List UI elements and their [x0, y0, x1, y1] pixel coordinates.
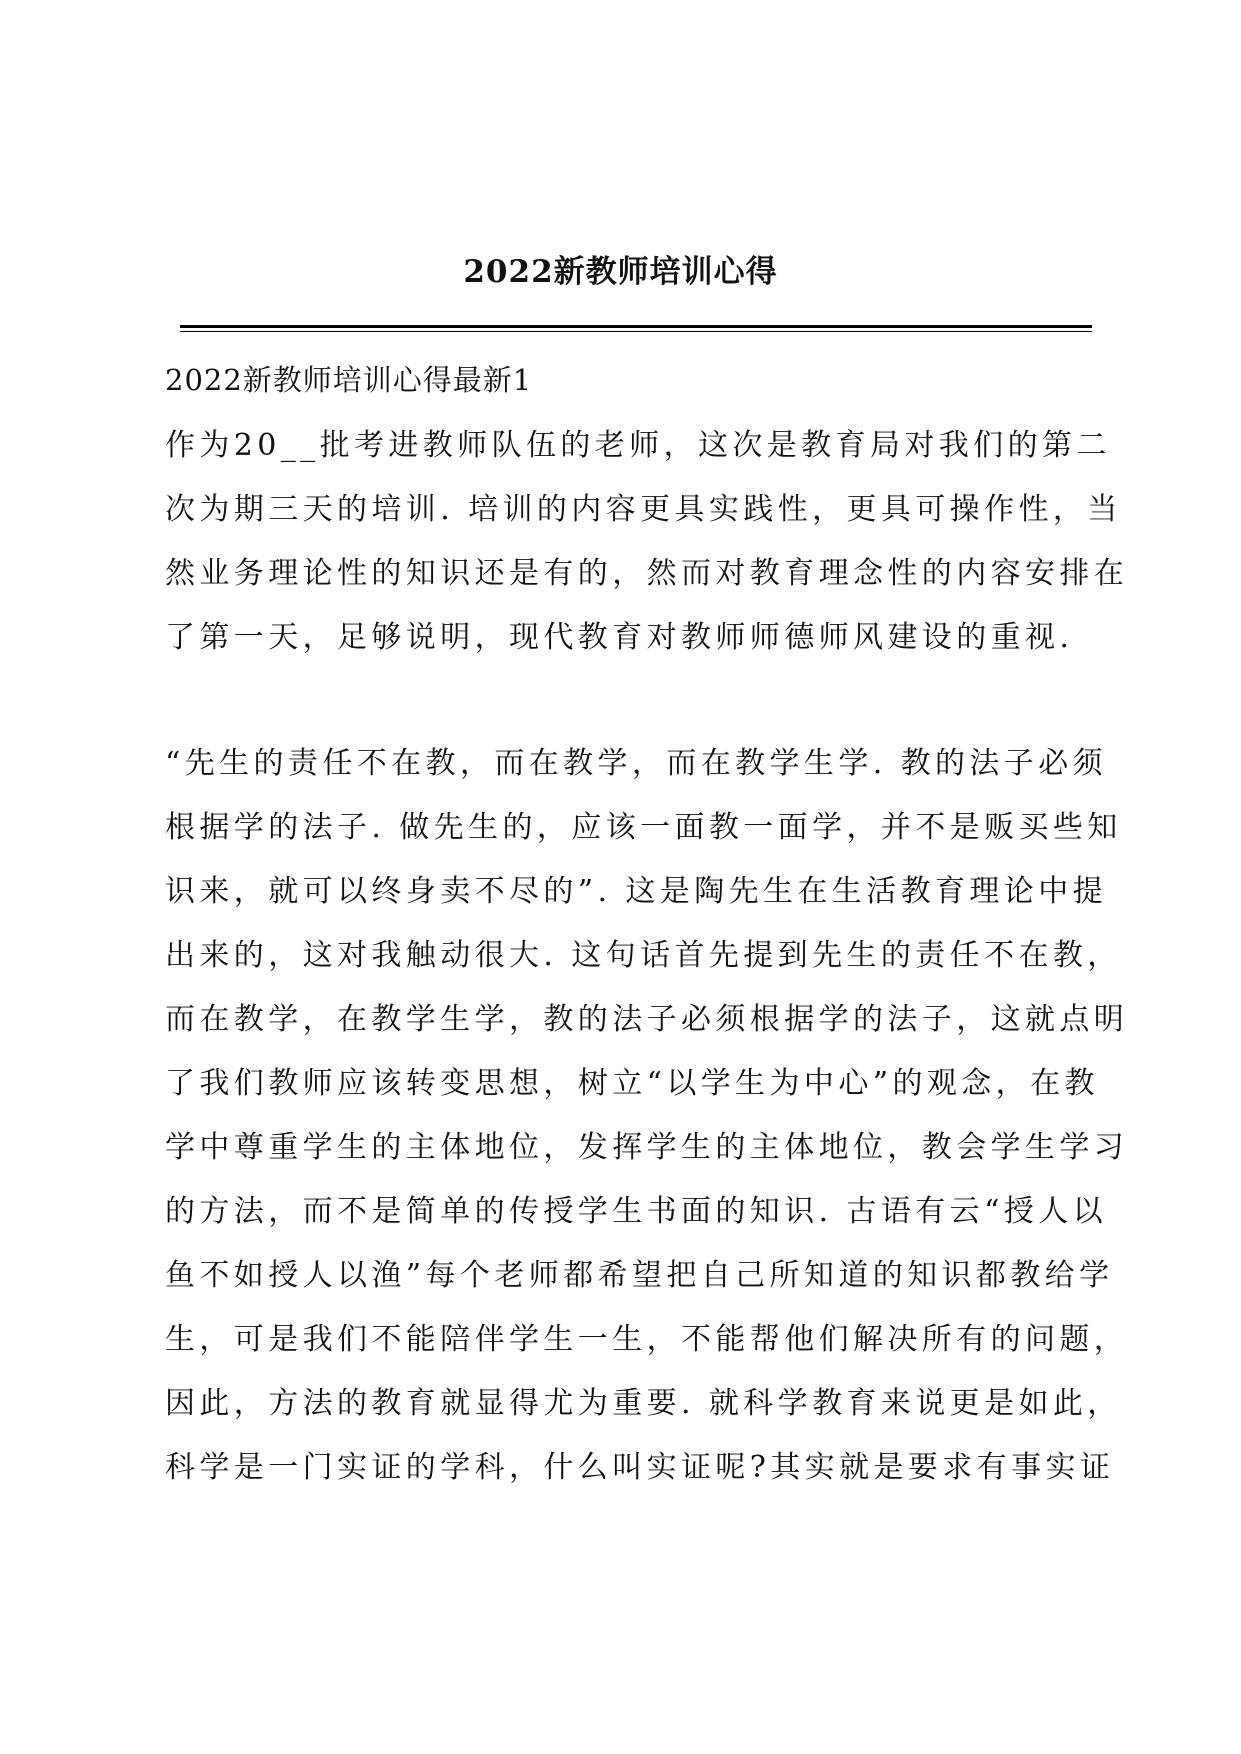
- paragraph-line: 科学是一门实证的学科，什么叫实证呢?其实就是要求有事实证: [165, 1450, 1115, 1485]
- paragraph-line: “先生的责任不在教，而在教学，而在教学生学. 教的法子必须: [165, 746, 1108, 781]
- section-heading: 2022新教师培训心得最新1: [165, 363, 533, 397]
- paragraph-line: 出来的，这对我触动很大. 这句话首先提到先生的责任不在教，: [165, 938, 1122, 973]
- paragraph-line: 了我们教师应该转变思想，树立“以学生为中心”的观念，在教: [165, 1066, 1099, 1101]
- paragraph-line: 生，可是我们不能陪伴学生一生，不能帮他们解决所有的问题，: [165, 1322, 1129, 1357]
- title-divider-thick: [180, 325, 1092, 328]
- paragraph-line: 根据学的法子. 做先生的，应该一面教一面学，并不是贩买些知: [165, 810, 1122, 845]
- page-title: 2022新教师培训心得: [463, 254, 778, 290]
- paragraph-line: 然业务理论性的知识还是有的，然而对教育理念性的内容安排在: [165, 556, 1129, 591]
- paragraph-line: 了第一天，足够说明，现代教育对教师师德师风建设的重视.: [165, 620, 1074, 655]
- paragraph-line: 次为期三天的培训. 培训的内容更具实践性，更具可操作性，当: [165, 492, 1122, 527]
- paragraph-2: [165, 732, 1129, 1500]
- paragraph-line: 作为20__批考进教师队伍的老师，这次是教育局对我们的第二: [165, 428, 1111, 463]
- paragraph-1: [165, 414, 1129, 670]
- paragraph-line: 因此，方法的教育就显得尤为重要. 就科学教育来说更是如此，: [165, 1386, 1122, 1421]
- paragraph-line: 学中尊重学生的主体地位，发挥学生的主体地位，教会学生学习: [165, 1130, 1129, 1165]
- title-divider-thin: [180, 331, 1092, 332]
- paragraph-line: 鱼不如授人以渔”每个老师都希望把自己所知道的知识都教给学: [165, 1258, 1114, 1293]
- paragraph-line: 识来，就可以终身卖不尽的”. 这是陶先生在生活教育理论中提: [165, 874, 1108, 909]
- paragraph-line: 而在教学，在教学生学，教的法子必须根据学的法子，这就点明: [165, 1002, 1129, 1037]
- paragraph-line: 的方法，而不是简单的传授学生书面的知识. 古语有云“授人以: [165, 1194, 1108, 1229]
